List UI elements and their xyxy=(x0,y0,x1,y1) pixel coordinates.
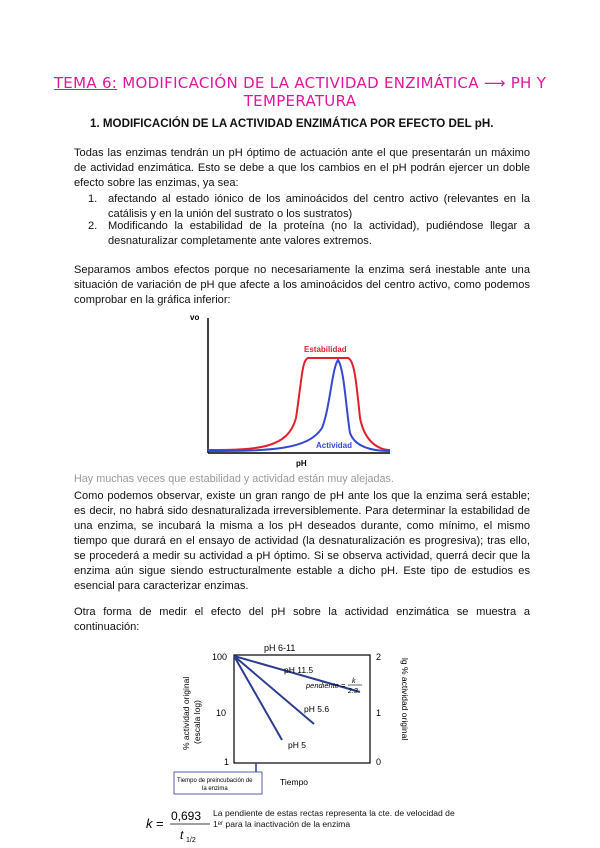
label-ph-5-6: pH 5.6 xyxy=(304,704,330,714)
list-number: 1. xyxy=(88,193,98,205)
chart-caption: Hay muchas veces que estabilidad y actividad están muy alejadas. xyxy=(74,473,394,485)
formula-note-line-1: La pendiente de estas rectas representa la cte. de velocidad de xyxy=(213,808,455,818)
paragraph-stability: Como podemos observar, existe un gran rango de pH ante los que la enzima será estable; es decir, no habrá sido desnaturalizada irreversiblemente. Para determinar la estabilidad de una enzima, se incubará la misma a los pH deseados durante, como mínimo, el mismo tiempo que durará en el ensayo de actividad (la desnaturalización es progresiva); tras ello, se procederá a medir su actividad a pH óptimo. Si se observa actividad, querrá decir que la enzima aún sigue siendo estructuralmente estable a dicho pH. Este tipo de estudios es esencial para caracterizar enzimas. xyxy=(74,490,530,592)
right-axis-label: lg % actividad original xyxy=(400,658,410,741)
list-text: afectando al estado iónico de los aminoácidos del centro activo (relevantes en la catálisis y en la unión del sustrato o los sustratos) xyxy=(108,193,530,220)
list-item xyxy=(88,192,530,222)
paragraph-intro: Todas las enzimas tendrán un pH óptimo de actuación ante el que presentarán un máximo de actividad enzimática. Esto se debe a que los cambios en el pH podrán ejercer un doble efecto sobre las enzimas, ya sea: xyxy=(74,147,530,189)
left-tick-10: 10 xyxy=(216,708,227,718)
half-life-formula xyxy=(142,804,214,846)
left-axis-label: % actividad original xyxy=(181,676,191,750)
slope-numerator: k xyxy=(352,678,356,685)
chart1-x-label: pH xyxy=(296,459,307,468)
list-number: 2. xyxy=(88,220,98,232)
title-prefix: TEMA 6: xyxy=(53,74,118,92)
label-ph-11-5: pH 11.5 xyxy=(284,665,314,675)
slope-denominator: 2.3 xyxy=(348,688,358,695)
formula-subscript: 1/2 xyxy=(186,837,196,844)
chart2-x-label: Tiempo xyxy=(280,777,309,787)
left-axis-label-scale: (escala log) xyxy=(192,700,202,744)
left-tick-1: 1 xyxy=(224,757,230,767)
chart2-top-label: pH 6-11 xyxy=(264,643,296,653)
section-heading: 1. MODIFICACIÓN DE LA ACTIVIDAD ENZIMÁTICA POR EFECTO DEL pH. xyxy=(90,117,494,130)
preincubation-label: Tiempo de preincubación de xyxy=(177,778,253,784)
formula-denominator: t xyxy=(180,828,184,842)
activity-label: Actividad xyxy=(316,441,353,450)
title-text: MODIFICACIÓN DE LA ACTIVIDAD ENZIMÁTICA ⟶ PH Y TEMPERATURA xyxy=(117,74,547,110)
slope-label: pendiente = xyxy=(306,681,346,690)
formula-note-line-2: 1ᵉʳ para la inactivación de la enzima xyxy=(213,819,351,829)
paragraph-other-method: Otra forma de medir el efecto del pH sobre la actividad enzimática se muestra a continuación: xyxy=(74,606,530,633)
label-ph-5: pH 5 xyxy=(288,740,306,750)
page-title xyxy=(0,74,600,110)
right-tick-0: 0 xyxy=(376,757,382,767)
paragraph-separation: Separamos ambos efectos porque no necesariamente la enzima será inestable ante una situación de variación de pH que afecte a los aminoácidos del centro activo, como podemos comprobar en la gráfica inferior: xyxy=(74,264,530,306)
inactivation-chart xyxy=(172,640,420,804)
list-item xyxy=(88,219,530,249)
formula-equals: = xyxy=(156,816,164,831)
formula-numerator: 0,693 xyxy=(171,809,202,823)
list-text: Modificando la estabilidad de la proteína (no la actividad), pudiéndose llegar a desnaturalizar completamente ante valores extremos. xyxy=(108,220,530,247)
stability-label: Estabilidad xyxy=(304,345,347,354)
stability-curve xyxy=(208,358,390,450)
preincubation-label-2: la enzima xyxy=(202,786,228,792)
right-tick-2: 2 xyxy=(376,652,382,662)
left-tick-100: 100 xyxy=(212,652,228,662)
formula-k: k xyxy=(146,816,153,831)
stability-activity-chart xyxy=(190,308,400,470)
formula-note xyxy=(213,808,455,830)
chart1-y-label: vo xyxy=(190,313,200,322)
right-tick-1: 1 xyxy=(376,708,382,718)
activity-curve xyxy=(208,360,390,451)
